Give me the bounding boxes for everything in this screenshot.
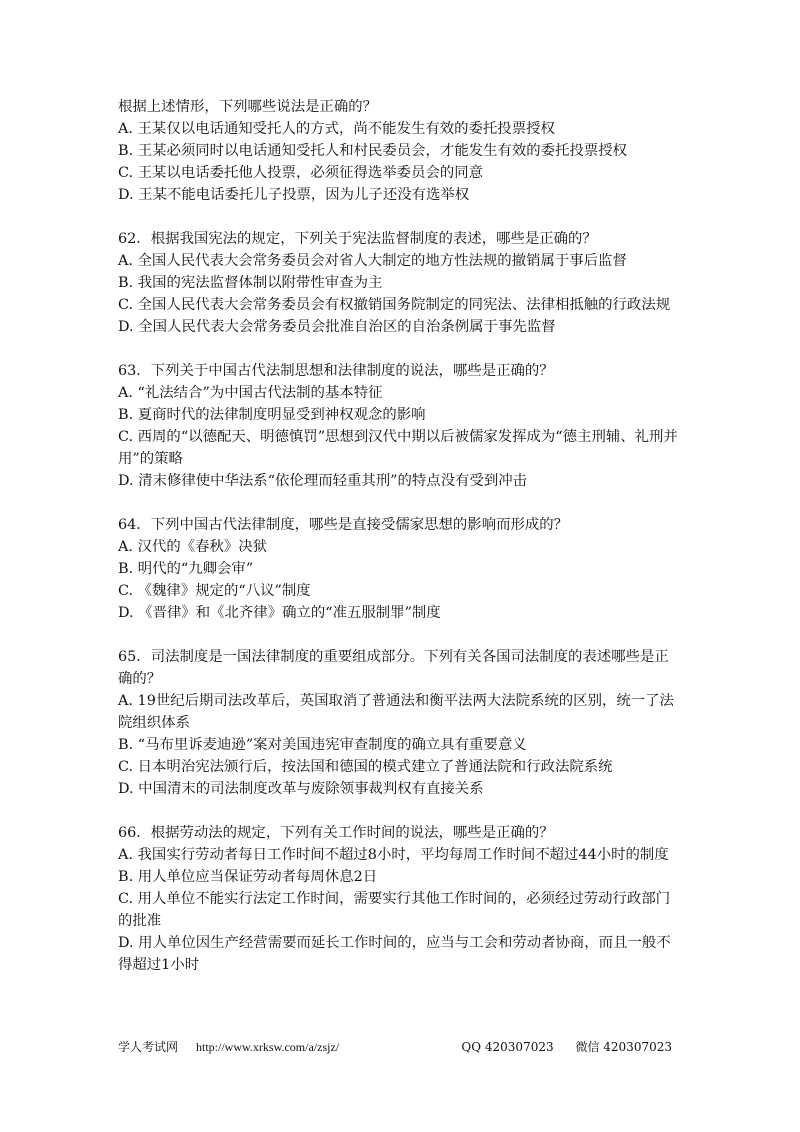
- option-b: B. “马布里诉麦迪逊”案对美国违宪审查制度的确立具有重要意义: [118, 737, 527, 753]
- qq-number: 420307023: [484, 1040, 554, 1054]
- option-d: D. 王某不能电话委托儿子投票，因为儿子还没有选举权: [118, 187, 470, 203]
- option-c: C. 日本明治宪法颁行后，按法国和德国的模式建立了普通法院和行政法院系统: [118, 759, 613, 775]
- question-block: [118, 228, 682, 338]
- footer-left: [118, 1039, 339, 1055]
- question-block: [118, 822, 682, 976]
- option-d: D. 用人单位因生产经营需要而延长工作时间的，应当与工会和劳动者协商，而且一般不得超过1小时: [118, 935, 671, 973]
- option-c: C. 用人单位不能实行法定工作时间，需要实行其他工作时间的，必须经过劳动行政部门的批准: [118, 891, 671, 929]
- option-a: A. 王某仅以电话通知受托人的方式，尚不能发生有效的委托投票授权: [118, 121, 555, 137]
- option-c: C. 西周的“以德配天、明德慎罚”思想到汉代中期以后被儒家发挥成为“德主刑辅、礼刑并用”的策略: [118, 429, 678, 467]
- question-stem: 66．根据劳动法的规定，下列有关工作时间的说法，哪些是正确的？: [118, 825, 554, 841]
- option-b: B. 用人单位应当保证劳动者每周休息2日: [118, 869, 378, 885]
- option-c: C. 全国人民代表大会常务委员会有权撤销国务院制定的同宪法、法律相抵触的行政法规: [118, 297, 671, 313]
- question-block: [118, 360, 682, 492]
- option-c: C. 《魏律》规定的“八议”制度: [118, 583, 311, 599]
- option-a: A. 汉代的《春秋》决狱: [118, 539, 268, 555]
- qq-label: QQ: [461, 1040, 482, 1054]
- option-b: B. 明代的“九卿会审”: [118, 561, 254, 577]
- question-stem: 63．下列关于中国古代法制思想和法律制度的说法，哪些是正确的？: [118, 363, 554, 379]
- option-b: B. 夏商时代的法律制度明显受到神权观念的影响: [118, 407, 426, 423]
- option-a: A. 全国人民代表大会常务委员会对省人大制定的地方性法规的撤销属于事后监督: [118, 253, 627, 269]
- question-stem: 根据上述情形，下列哪些说法是正确的？: [118, 99, 378, 115]
- question-block: [118, 646, 682, 800]
- footer-contact: [461, 1039, 672, 1055]
- wechat-number: 420307023: [603, 1040, 672, 1054]
- option-d: D. 清末修律使中华法系“依伦理而轻重其刑”的特点没有受到冲击: [118, 473, 528, 489]
- option-d: D. 中国清末的司法制度改革与废除领事裁判权有直接关系: [118, 781, 484, 797]
- question-block: [118, 514, 682, 624]
- question-stem: 64．下列中国古代法律制度，哪些是直接受儒家思想的影响而形成的？: [118, 517, 569, 533]
- option-d: D. 《晋律》和《北齐律》确立的“准五服制罪”制度: [118, 605, 441, 621]
- option-d: D. 全国人民代表大会常务委员会批准自治区的自治条例属于事先监督: [118, 319, 556, 335]
- wechat-label: 微信: [575, 1040, 600, 1054]
- option-a: A. 19世纪后期司法改革后，英国取消了普通法和衡平法两大法院系统的区别，统一了法院组织体系: [118, 693, 674, 731]
- option-a: A. “礼法结合”为中国古代法制的基本特征: [118, 385, 383, 401]
- site-name: 学人考试网: [118, 1040, 179, 1054]
- question-stem: 62．根据我国宪法的规定，下列关于宪法监督制度的表述，哪些是正确的？: [118, 231, 597, 247]
- question-stem: 65．司法制度是一国法律制度的重要组成部分。下列有关各国司法制度的表述哪些是正确的？: [118, 649, 669, 687]
- option-b: B. 王某必须同时以电话通知受托人和村民委员会，才能发生有效的委托投票授权: [118, 143, 628, 159]
- question-block: [118, 96, 682, 206]
- document-body: [118, 96, 682, 998]
- option-a: A. 我国实行劳动者每日工作时间不超过8小时，平均每周工作时间不超过44小时的制度: [118, 847, 669, 863]
- site-url-link[interactable]: http://www.xrksw.com/a/zsjz/: [196, 1040, 340, 1054]
- option-c: C. 王某以电话委托他人投票，必须征得选举委员会的同意: [118, 165, 484, 181]
- option-b: B. 我国的宪法监督体制以附带性审查为主: [118, 275, 383, 291]
